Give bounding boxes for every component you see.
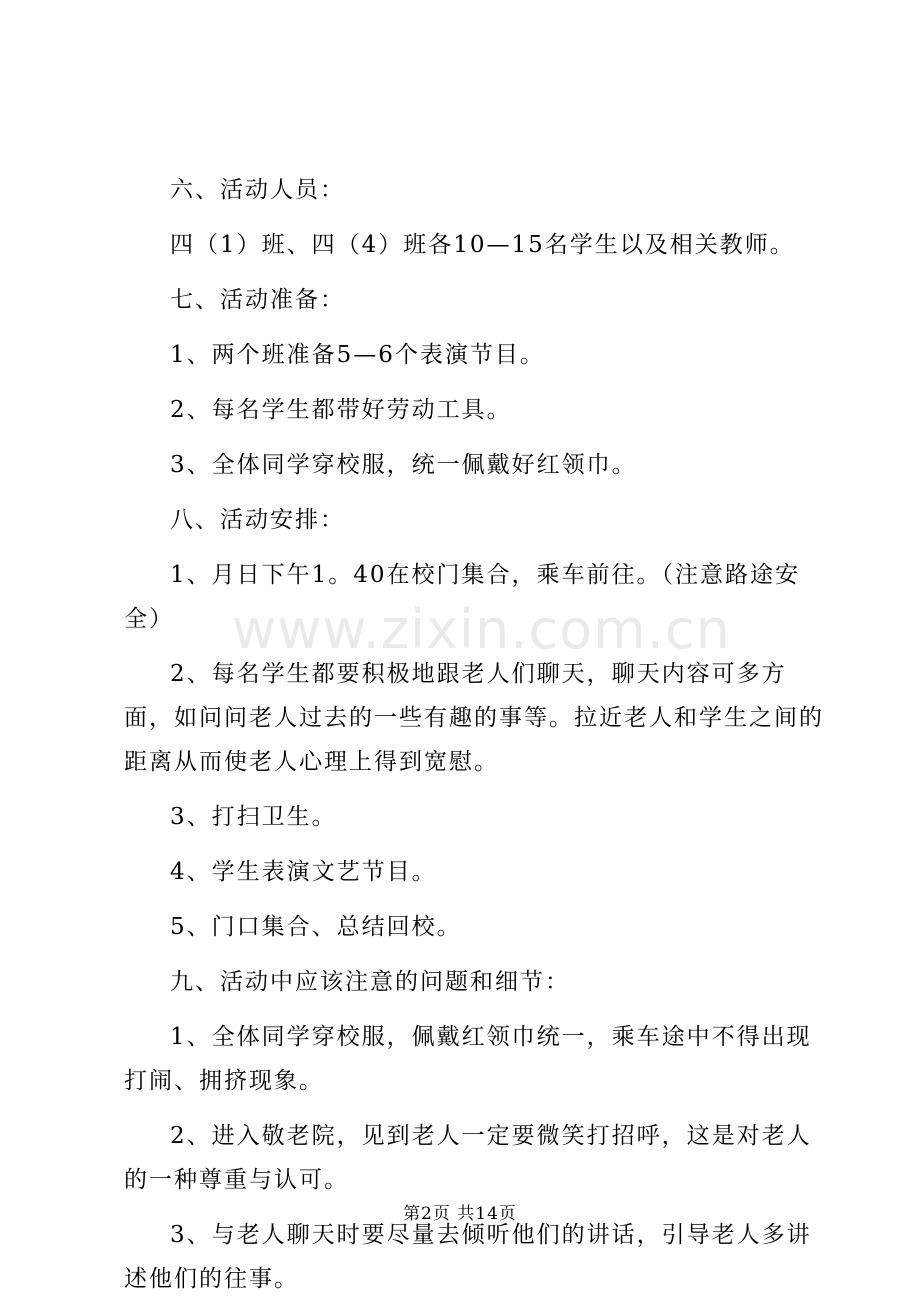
list-item: 3、全体同学穿校服，统一佩戴好红领巾。 — [170, 452, 637, 478]
section-heading-arrangement: 八、活动安排： — [170, 507, 345, 533]
section-heading-personnel: 六、活动人员： — [170, 177, 345, 203]
list-item: 1、月日下午1。40在校门集合，乘车前往。（注意路途安全） — [124, 562, 801, 632]
section-heading-preparation: 七、活动准备： — [170, 287, 345, 313]
list-item: 2、进入敬老院，见到老人一定要微笑打招呼，这是对老人的一种尊重与认可。 — [124, 1123, 812, 1193]
page-footer: 第2页 共14页 — [403, 1204, 517, 1224]
list-item: 5、门口集合、总结回校。 — [170, 914, 462, 940]
list-item: 3、与老人聊天时要尽量去倾听他们的讲话，引导老人多讲述他们的往事。 — [124, 1222, 812, 1292]
list-item: 1、两个班准备5—6个表演节目。 — [170, 342, 545, 368]
list-item: 2、每名学生都带好劳动工具。 — [170, 397, 512, 423]
list-item: 1、全体同学穿校服，佩戴红领巾统一，乘车途中不得出现打闹、拥挤现象。 — [124, 1024, 812, 1094]
paragraph-personnel: 四（1）班、四（4）班各10—15名学生以及相关教师。 — [170, 232, 795, 258]
document-body — [124, 168, 824, 1312]
watermark: www.zixin.com.cn — [232, 598, 731, 661]
list-item: 4、学生表演文艺节目。 — [170, 859, 437, 885]
section-heading-notes: 九、活动中应该注意的问题和细节： — [170, 969, 570, 995]
list-item: 2、每名学生都要积极地跟老人们聊天，聊天内容可多方面，如问问老人过去的一些有趣的事等。拉近老人和学生之间的距离从而使老人心理上得到宽慰。 — [124, 661, 824, 775]
list-item: 3、打扫卫生。 — [170, 804, 337, 830]
